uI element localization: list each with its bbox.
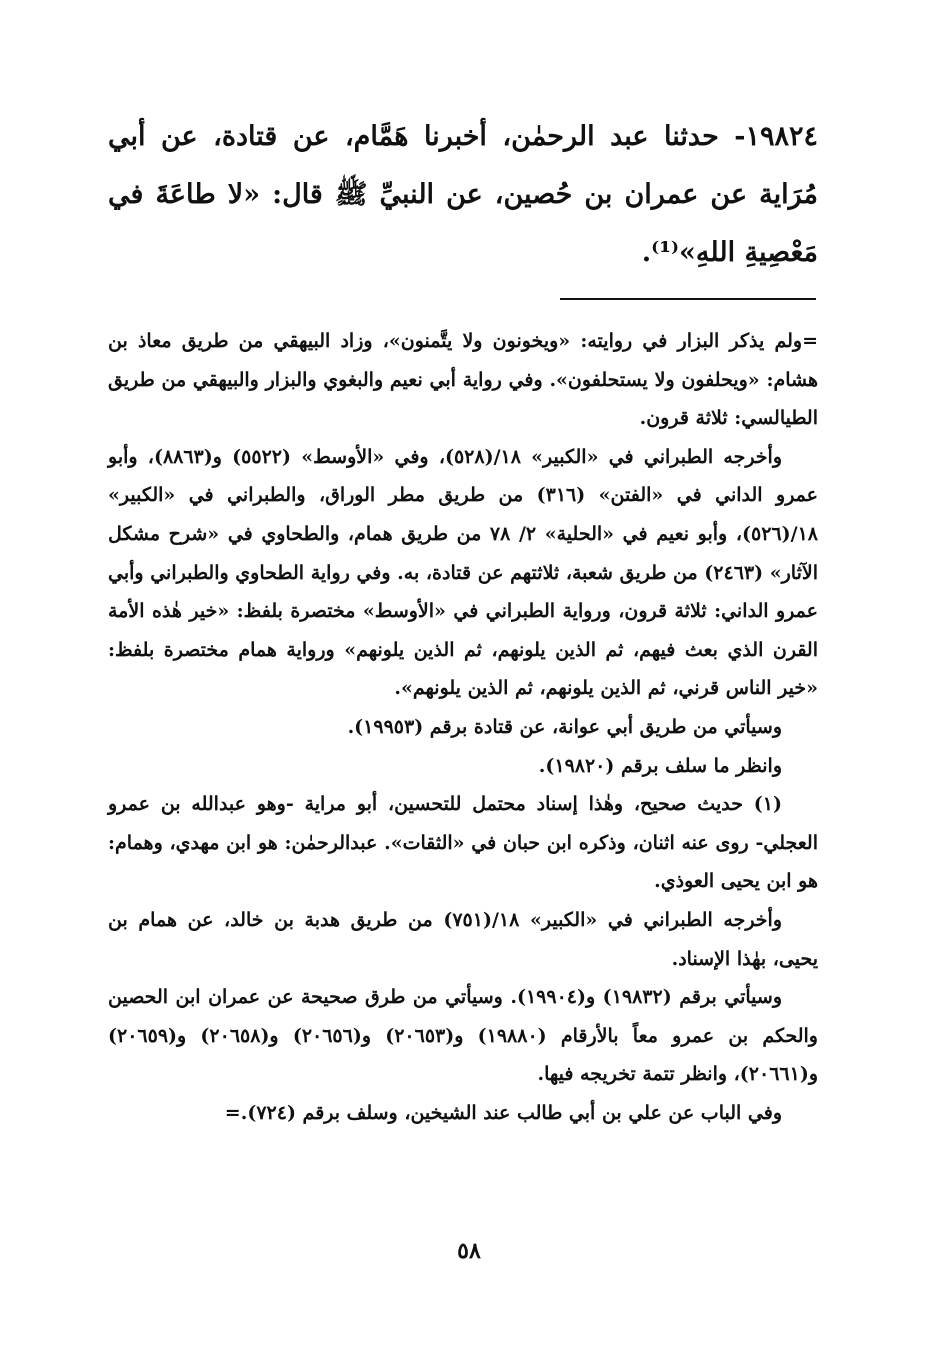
footnote-paragraph-continuation: =ولم يذكر البزار في روايته: «ويخونون ولا يتَّمنون»، وزاد البيهقي من طريق معاذ بن هشام: «ويحلفون ولا يستحلفون». وفي رواية أبي نعيم والبغوي والبزار والبيهقي من طريق الطيالسي: ثلاثة قرون.: [108, 330, 818, 430]
page-number: ٥٨: [457, 1238, 481, 1264]
footnote-paragraph-see-previous: وانظر ما سلف برقم (١٩٨٢٠).: [538, 754, 782, 777]
footnote-1-grading: (١) حديث صحيح، وهٰذا إسناد محتمل للتحسين، أبو مراية -وهو عبدالله بن عمرو العجلي- روى عنه اثنان، وذكره ابن حبان في «الثقات». عبدالرحمٰن: هو ابن مهدي، وهمام: هو ابن يحيى العوذي.: [108, 793, 818, 893]
footnote-paragraph-takhrij: وأخرجه الطبراني في «الكبير» ١٨/(٥٢٨)، وفي «الأوسط» (٥٥٢٢) و(٨٨٦٣)، وأبو عمرو الداني في «الفتن» (٣١٦) من طريق مطر الوراق، والطبراني في «الكبير» ١٨/(٥٢٦)، وأبو نعيم في «الحلية» ٢/ ٧٨ من طريق همام، والطحاوي في «شرح مشكل الآثار» (٢٤٦٣) من طريق شعبة، ثلاثتهم عن قتادة، به. وفي رواية الطحاوي والطبراني وأبي عمرو الداني: ثلاثة قرون، ورواية الطبراني في «الأوسط» مختصرة بلفظ: «خير هٰذه الأمة القرن الذي بعث فيهم، ثم الذين يلونهم، ثم الذين يلونهم» ورواية همام مختصرة بلفظ: «خير الناس قرني، ثم الذين يلونهم، ثم الذين يلونهم».: [108, 445, 818, 700]
footnote-1-takhrij: وأخرجه الطبراني في «الكبير» ١٨/(٧٥١) من طريق هدبة بن خالد، عن همام بن يحيى، بهٰذا الإسناد.: [108, 908, 818, 970]
footnotes-section: [108, 322, 818, 1132]
footnote-1-in-chapter: وفي الباب عن علي بن أبي طالب عند الشيخين، وسلف برقم (٧٢٤).=: [224, 1101, 782, 1124]
footnote-paragraph-see-ahead: وسيأتي من طريق أبي عوانة، عن قتادة برقم (١٩٩٥٣).: [347, 715, 782, 738]
footnote-1-see-ahead: وسيأتي برقم (١٩٨٣٢) و(١٩٩٠٤). وسيأتي من طرق صحيحة عن عمران ابن الحصين والحكم بن عمرو معاً بالأرقام (١٩٨٨٠) و(٢٠٦٥٣) و(٢٠٦٥٦) و(٢٠٦٥٨) و(٢٠٦٥٩) و(٢٠٦٦١)، وانظر تتمة تخريجه فيها.: [108, 986, 818, 1086]
footnote-divider: [560, 298, 816, 300]
hadith-text: [108, 108, 818, 282]
hadith-paragraph: ١٩٨٢٤- حدثنا عبد الرحمٰن، أخبرنا هَمَّام، عن قتادة، عن أبي مُرَاية عن عمران بن حُصين، عن النبيِّ ﷺ قال: «لا طاعَةَ في مَعْصِيةِ اللهِ»⁽¹⁾.: [108, 121, 818, 268]
